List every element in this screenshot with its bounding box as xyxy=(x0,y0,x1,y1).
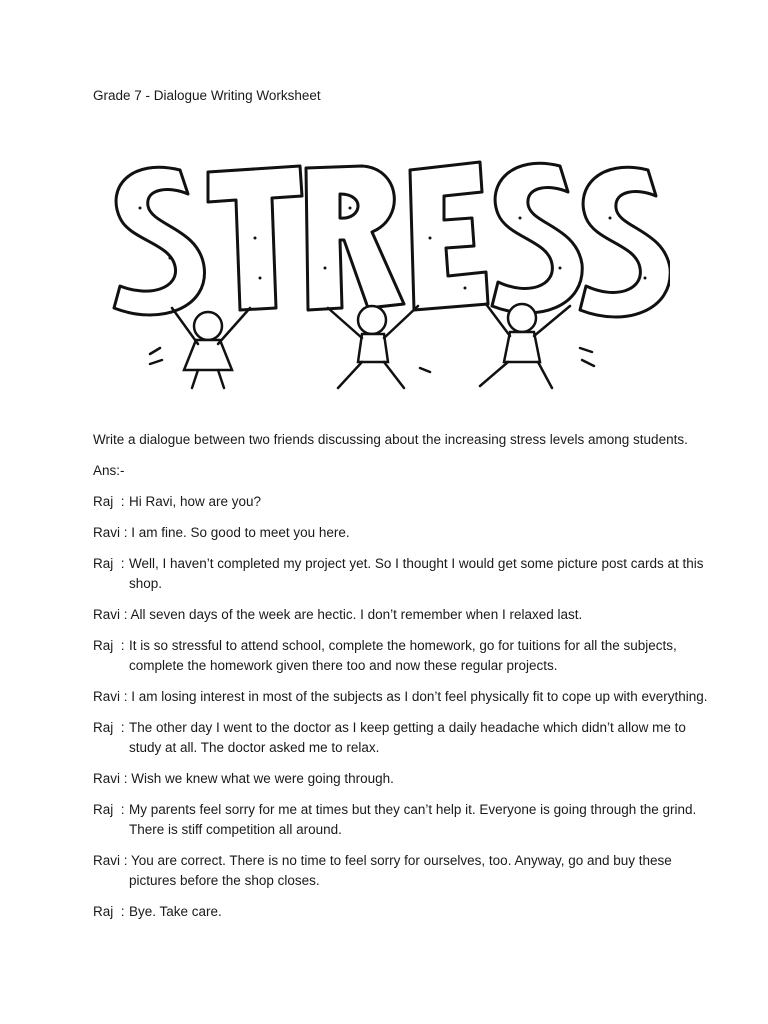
dialogue-text: All seven days of the week are hectic. I don’t remember when I relaxed last. xyxy=(130,607,583,622)
dialogue-text: You are correct. There is no time to feel sorry for ourselves, too. Anyway, go and buy these xyxy=(131,853,672,868)
dialogue-text: Hi Ravi, how are you? xyxy=(129,494,262,509)
dialogue-line xyxy=(93,554,713,594)
dialogue-continuation: shop. xyxy=(129,576,163,591)
stress-illustration xyxy=(100,148,670,393)
answer-label: Ans:- xyxy=(93,463,125,478)
person-right-legs xyxy=(480,362,552,388)
dialogue-line xyxy=(93,851,713,891)
dialogue-continuation: pictures before the shop closes. xyxy=(129,873,320,888)
dialogue-line xyxy=(93,492,713,512)
person-middle-head xyxy=(358,306,386,334)
letter-r xyxy=(306,166,404,310)
dialogue-line xyxy=(93,902,713,922)
dialogue-text: Bye. Take care. xyxy=(129,904,222,919)
letter-s1 xyxy=(114,167,204,315)
dialogue-continuation: complete the homework given there too and now these regular projects. xyxy=(129,658,558,673)
dialogue-line xyxy=(93,605,713,625)
dialogue-line xyxy=(93,523,713,543)
dialogue-text: It is so stressful to attend school, complete the homework, go for tuitions for all the subjects, xyxy=(129,638,677,653)
letter-e xyxy=(410,162,488,310)
dialogue-line xyxy=(93,718,713,758)
page-title: Grade 7 - Dialogue Writing Worksheet xyxy=(93,88,321,103)
stress-lettering xyxy=(114,162,670,317)
letter-s3 xyxy=(580,167,670,317)
speaker-label: Raj : xyxy=(93,904,129,919)
person-left-body xyxy=(184,340,232,370)
worksheet-body xyxy=(93,430,713,933)
dialogue-text: I am fine. So good to meet you here. xyxy=(131,525,350,540)
person-left-legs xyxy=(192,370,224,388)
dialogue-line xyxy=(93,636,713,676)
dialogue-line xyxy=(93,800,713,840)
person-left-head xyxy=(194,312,222,340)
dialogue-text: Wish we knew what we were going through. xyxy=(131,771,394,786)
dialogue-text: Well, I haven’t completed my project yet. So I thought I would get some picture post cards at this xyxy=(129,556,704,571)
speaker-label: Ravi : xyxy=(93,853,132,868)
letter-s2 xyxy=(492,163,582,313)
dialogue-text: The other day I went to the doctor as I keep getting a daily headache which didn’t allow me to xyxy=(129,720,686,735)
speaker-label: Raj : xyxy=(93,556,129,571)
person-middle-legs xyxy=(338,362,404,388)
speaker-label: Raj : xyxy=(93,802,129,817)
dialogue-text: I am losing interest in most of the subjects as I don’t feel physically fit to cope up with everything. xyxy=(131,689,708,704)
dialogue-text: My parents feel sorry for me at times but they can’t help it. Everyone is going through the grind. xyxy=(129,802,697,817)
question-prompt: Write a dialogue between two friends discussing about the increasing stress levels among students. xyxy=(93,432,688,447)
stressed-people xyxy=(150,304,594,388)
dialogue-continuation: study at all. The doctor asked me to relax. xyxy=(129,740,380,755)
speaker-label: Raj : xyxy=(93,638,129,653)
dialogue-continuation: There is stiff competition all around. xyxy=(129,822,342,837)
speaker-label: Raj : xyxy=(93,494,129,509)
speaker-label: Ravi : xyxy=(93,607,131,622)
dialogue-line xyxy=(93,769,713,789)
speaker-label: Ravi : xyxy=(93,689,132,704)
dialogue-line xyxy=(93,687,713,707)
speaker-label: Raj : xyxy=(93,720,129,735)
speaker-label: Ravi : xyxy=(93,771,132,786)
speaker-label: Ravi : xyxy=(93,525,132,540)
person-right-head xyxy=(508,304,536,332)
